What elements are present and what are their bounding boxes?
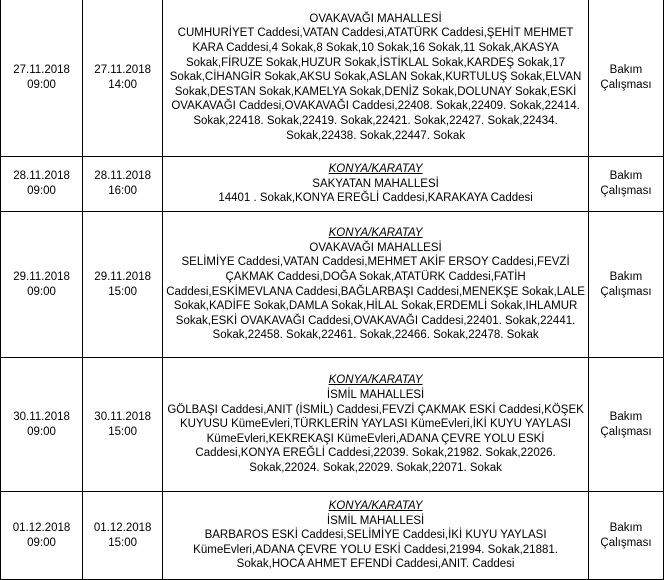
work-type: Bakım Çalışması [588,0,663,157]
end-date: 30.11.2018 [94,410,151,423]
work-type: Bakım Çalışması [588,157,663,212]
work-type: Bakım Çalışması [588,212,663,358]
end-date: 29.11.2018 [94,270,151,283]
start-time: 09:00 [27,536,56,549]
end-time: 15:00 [108,425,138,438]
start-datetime [1,212,83,358]
region: KONYA/KARATAY [328,374,423,387]
neighborhood: İSMİL MAHALLESİ [326,514,425,527]
table-row [1,212,664,358]
streets: CUMHURİYET Caddesi,VATAN Caddesi,ATATÜRK Caddesi,ŞEHİT MEHMET KARA Caddesi,4 Sokak,8 Sokak,10 Sokak,16 Sokak,11 Sokak,AKASYA Sokak,FİRUZE Sokak,HUZUR Sokak,İSTİKLAL Sokak,KARDEŞ Sokak,17 Sokak,CİHANGİR Sokak,AKSU Sokak,ASLAN Sokak,KURTULUŞ Sokak,ELVAN Sokak,DESTAN Sokak,KAMELYA Sokak,DENİZ Sokak,DOLUNAY Sokak,ESKİ OVAKAVAĞI Caddesi,OVAKAVAĞI Caddesi,22408. Sokak,22409. Sokak,22414. Sokak,22418. Sokak,22419. Sokak,22421. Sokak,22427. Sokak,22434. Sokak,22438. Sokak,22447. Sokak [169,27,582,142]
end-datetime [83,212,163,358]
location-cell [163,492,589,580]
end-date: 28.11.2018 [94,170,151,183]
end-datetime [83,157,163,212]
start-date: 27.11.2018 [13,63,70,76]
start-date: 01.12.2018 [12,521,71,534]
neighborhood: SAKYATAN MAHALLESİ [312,177,439,190]
location-cell [163,157,589,212]
work-type: Bakım Çalışması [588,358,663,492]
end-time: 15:00 [108,285,138,298]
table-row [1,492,664,580]
end-time: 14:00 [108,78,138,91]
end-datetime [83,492,163,580]
start-datetime [1,492,83,580]
location-cell [163,358,589,492]
start-datetime [1,157,83,212]
end-time: 15:00 [108,536,138,549]
streets: BARBAROS ESKİ Caddesi,SELİMİYE Caddesi,İKİ KUYU YAYLASI KümeEvleri,ADANA ÇEVRE YOLU ESKİ Caddesi,21994. Sokak,21881. Sokak,HOCA AHMET EFENDİ Caddesi,ANIT. Caddesi [193,529,558,571]
table-row [1,0,664,157]
streets: 14401 . Sokak,KONYA EREĞLİ Caddesi,KARAKAYA Caddesi [218,192,533,205]
streets: SELİMİYE Caddesi,VATAN Caddesi,MEHMET AKİF ERSOY Caddesi,FEVZİ ÇAKMAK Caddesi,DOĞA Sokak,ATATÜRK Caddesi,FATİH Caddesi,ESKİMEVLANA Caddesi,BAĞLARBAŞI Caddesi,MENEKŞE Sokak,LALE Sokak,KADİFE Sokak,DAMLA Sokak,HİLAL Sokak,ERDEMLİ Sokak,IHLAMUR Sokak,ESKİ OVAKAVAĞI Caddesi,OVAKAVAĞI Caddesi,22401. Sokak,22441. Sokak,22458. Sokak,22461. Sokak,22466. Sokak,22478. Sokak [166,256,585,342]
region: KONYA/KARATAY [328,227,423,240]
end-datetime [83,358,163,492]
start-date: 30.11.2018 [13,410,70,423]
neighborhood: İSMİL MAHALLESİ [326,389,425,402]
work-type: Bakım Çalışması [588,492,663,580]
start-time: 09:00 [27,285,56,298]
end-date: 27.11.2018 [94,63,151,76]
end-datetime [83,0,163,157]
end-date: 01.12.2018 [93,521,152,534]
region: KONYA/KARATAY [328,163,423,176]
start-date: 28.11.2018 [13,170,70,183]
start-datetime [1,0,83,157]
location-cell [163,212,589,358]
start-time: 09:00 [27,185,56,197]
streets: GÖLBAŞI Caddesi,ANIT (İSMİL) Caddesi,FEVZİ ÇAKMAK ESKİ Caddesi,KÖŞEK KUYUSU KümeEvleri,TÜRKLERİN YAYLASI KümeEvleri,İKİ KUYU YAYLASI KümeEvleri,KEKREKAŞI KümeEvleri,ADANA ÇEVRE YOLU ESKİ Caddesi,KONYA EREĞLİ Caddesi,22039. Sokak,21982. Sokak,22026. Sokak,22024. Sokak,22029. Sokak,22071. Sokak [167,403,584,474]
end-time: 16:00 [108,185,138,197]
table-row [1,157,664,212]
start-time: 09:00 [27,78,56,91]
table-row [1,358,664,492]
neighborhood: OVAKAVAĞI MAHALLESİ [309,241,442,254]
start-date: 29.11.2018 [13,270,70,283]
location-cell [163,0,589,157]
neighborhood: OVAKAVAĞI MAHALLESİ [309,12,442,25]
start-time: 09:00 [27,425,56,438]
region: KONYA/KARATAY [328,500,423,513]
start-datetime [1,358,83,492]
